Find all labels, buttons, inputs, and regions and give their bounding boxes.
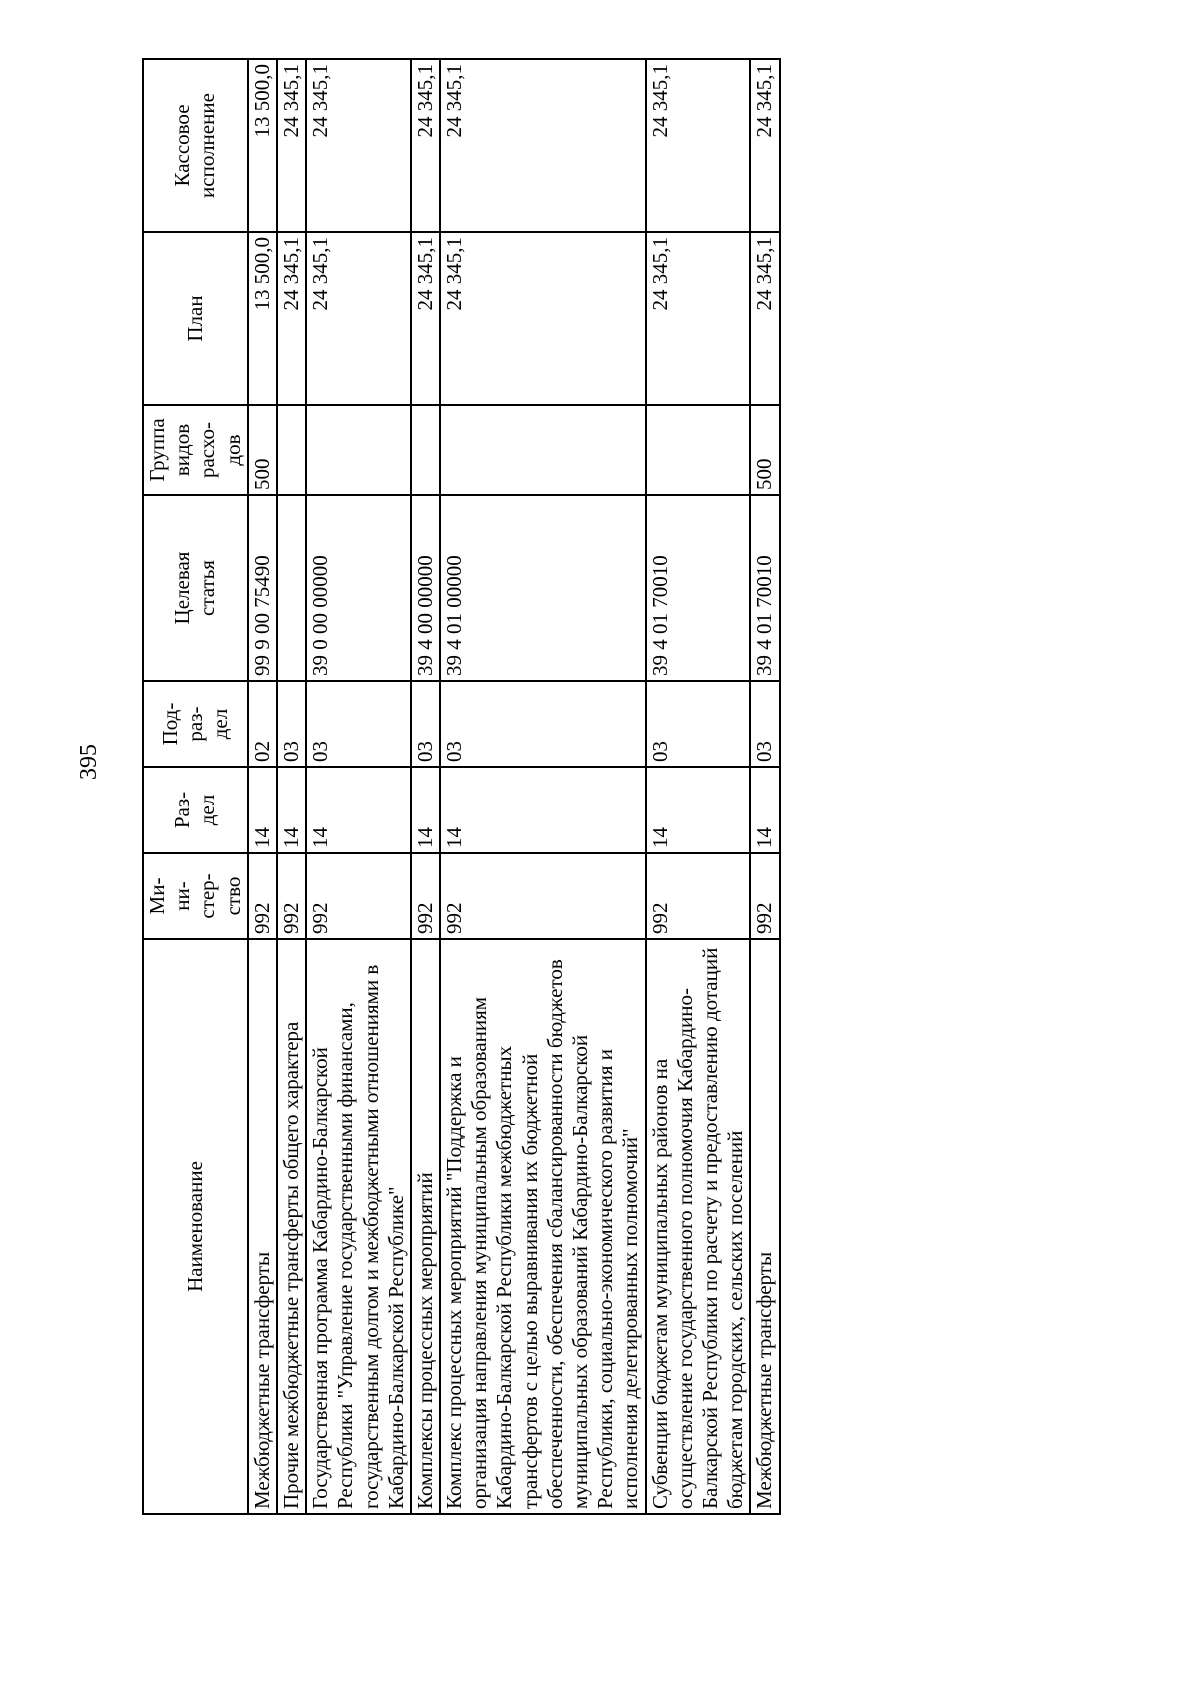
cell-target: 39 4 01 70010	[750, 495, 779, 681]
cell-section: 14	[750, 767, 779, 853]
cell-plan: 13 500,0	[248, 232, 277, 405]
cell-cash: 24 345,1	[646, 59, 751, 232]
cell-target: 39 4 01 00000	[440, 495, 646, 681]
cell-name: Межбюджетные трансферты	[248, 939, 277, 1514]
cell-target: 99 9 00 75490	[248, 495, 277, 681]
cell-group	[277, 405, 306, 495]
header-cash: Кассовое исполнение	[143, 59, 248, 232]
header-subsection: Под- раз- дел	[143, 681, 248, 767]
cell-ministry: 992	[440, 853, 646, 939]
page-number: 395	[76, 744, 102, 780]
cell-ministry: 992	[277, 853, 306, 939]
budget-table	[142, 58, 781, 1515]
cell-ministry: 992	[646, 853, 751, 939]
cell-target: 39 4 01 70010	[646, 495, 751, 681]
cell-subsection: 03	[750, 681, 779, 767]
table-row	[646, 59, 751, 1514]
cell-name: Комплекс процессных мероприятий "Поддержка и организация направления муниципальным образованиям Кабардино-Балкарской Республики межбюджетных трансфертов с целью выравнивания их бюджетной обеспеченности, обеспечения сбалансированности бюджетов муниципальных образований Кабардино-Балкарской Республики, социально-экономического развития и исполнения делегированных полномочий"	[440, 939, 646, 1514]
cell-cash: 24 345,1	[277, 59, 306, 232]
cell-cash: 24 345,1	[411, 59, 440, 232]
cell-group	[440, 405, 646, 495]
cell-name: Прочие межбюджетные трансферты общего характера	[277, 939, 306, 1514]
cell-plan: 24 345,1	[277, 232, 306, 405]
cell-group	[646, 405, 751, 495]
cell-subsection: 03	[646, 681, 751, 767]
cell-cash: 24 345,1	[750, 59, 779, 232]
cell-section: 14	[306, 767, 411, 853]
cell-ministry: 992	[248, 853, 277, 939]
cell-section: 14	[646, 767, 751, 853]
header-expense-group: Группа видов расхо- дов	[143, 405, 248, 495]
cell-target	[277, 495, 306, 681]
cell-name: Государственная программа Кабардино-Балкарской Республики "Управление государственными финансами, государственным долгом и межбюджетными отношениями в Кабардино-Балкарской Республике"	[306, 939, 411, 1514]
header-ministry: Ми- ни- стер- ство	[143, 853, 248, 939]
table-row	[277, 59, 306, 1514]
cell-section: 14	[248, 767, 277, 853]
table-row	[440, 59, 646, 1514]
cell-subsection: 03	[440, 681, 646, 767]
cell-ministry: 992	[411, 853, 440, 939]
cell-ministry: 992	[306, 853, 411, 939]
cell-target: 39 0 00 00000	[306, 495, 411, 681]
cell-plan: 24 345,1	[646, 232, 751, 405]
cell-group	[411, 405, 440, 495]
cell-group	[306, 405, 411, 495]
cell-subsection: 02	[248, 681, 277, 767]
cell-subsection: 03	[277, 681, 306, 767]
table-row	[248, 59, 277, 1514]
cell-name: Межбюджетные трансферты	[750, 939, 779, 1514]
header-target: Целевая статья	[143, 495, 248, 681]
cell-name: Комплексы процессных мероприятий	[411, 939, 440, 1514]
cell-section: 14	[277, 767, 306, 853]
cell-cash: 24 345,1	[440, 59, 646, 232]
header-section: Раз- дел	[143, 767, 248, 853]
cell-subsection: 03	[306, 681, 411, 767]
rotated-table-container	[142, 60, 937, 1515]
cell-section: 14	[411, 767, 440, 853]
cell-target: 39 4 00 00000	[411, 495, 440, 681]
cell-subsection: 03	[411, 681, 440, 767]
cell-group: 500	[750, 405, 779, 495]
table-row	[306, 59, 411, 1514]
header-row	[143, 59, 248, 1514]
cell-group: 500	[248, 405, 277, 495]
cell-section: 14	[440, 767, 646, 853]
header-name: Наименование	[143, 939, 248, 1514]
table-row	[750, 59, 779, 1514]
cell-plan: 24 345,1	[306, 232, 411, 405]
cell-cash: 13 500,0	[248, 59, 277, 232]
header-plan: План	[143, 232, 248, 405]
cell-cash: 24 345,1	[306, 59, 411, 232]
cell-plan: 24 345,1	[750, 232, 779, 405]
table-row	[411, 59, 440, 1514]
cell-ministry: 992	[750, 853, 779, 939]
cell-plan: 24 345,1	[440, 232, 646, 405]
cell-name: Субвенции бюджетам муниципальных районов на осуществление государственного полномочия Кабардино-Балкарской Республики по расчету и предоставлению дотаций бюджетам городских, сельских поселений	[646, 939, 751, 1514]
cell-plan: 24 345,1	[411, 232, 440, 405]
